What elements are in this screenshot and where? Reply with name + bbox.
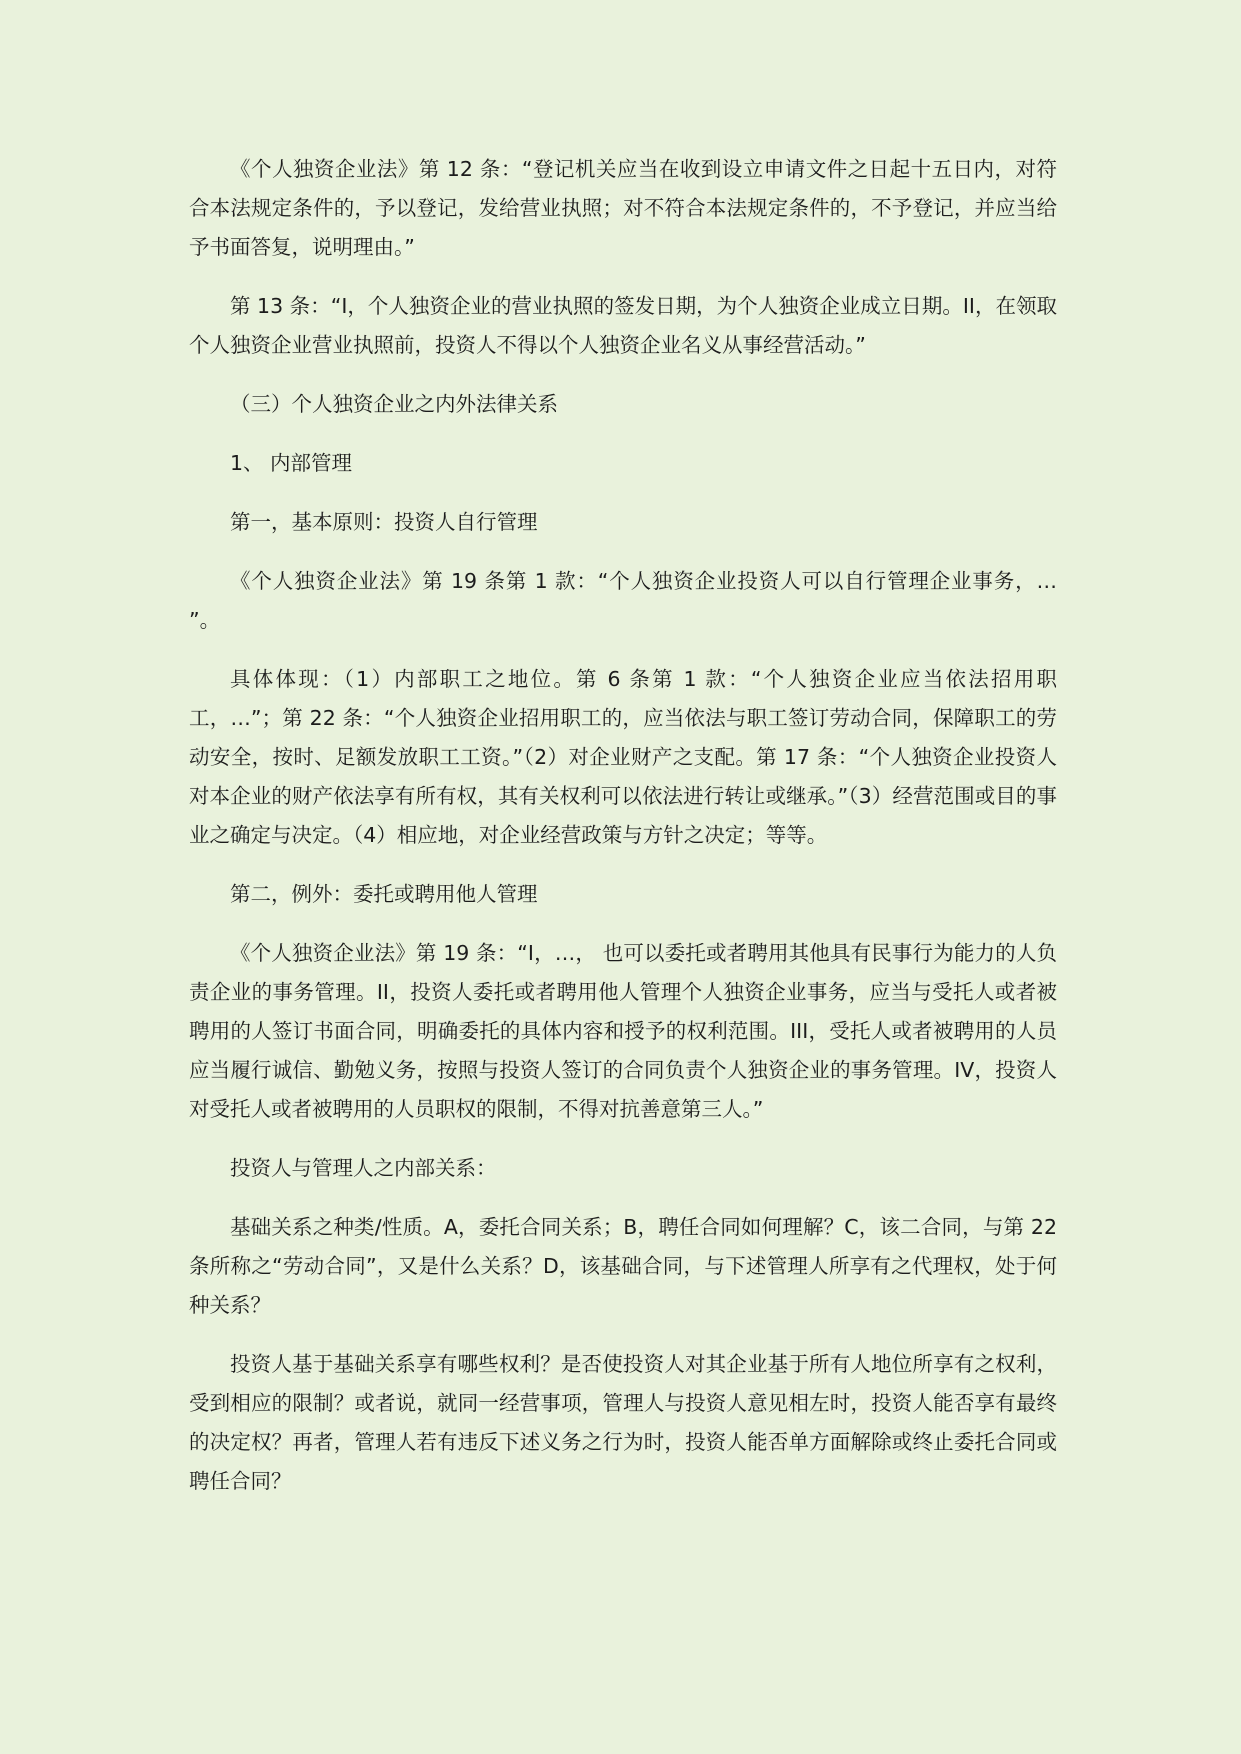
paragraph-article-19-clause-1: 《个人独资企业法》第 19 条第 1 款：“个人独资企业投资人可以自行管理企业事务，… ”。 [189, 569, 1057, 632]
document-body [189, 150, 1057, 1521]
subheading-exception: 第二，例外：委托或聘用他人管理 [230, 882, 538, 906]
paragraph-article-19-full: 《个人独资企业法》第 19 条：“I，…， 也可以委托或者聘用其他具有民事行为能力的人负责企业的事务管理。II，投资人委托或者聘用他人管理个人独资企业事务，应当与受托人或者被聘用的人签订书面合同，明确委托的具体内容和授予的权利范围。III，受托人或者被聘用的人员应当履行诚信、勤勉义务，按照与投资人签订的合同负责个人独资企业的事务管理。IV，投资人对受托人或者被聘用的人员职权的限制，不得对抗善意第三人。” [189, 941, 1057, 1121]
paragraph-basic-relationship: 基础关系之种类/性质。A，委托合同关系；B，聘任合同如何理解？C，该二合同，与第 22 条所称之“劳动合同”，又是什么关系？D，该基础合同，与下述管理人所享有之代理权，处于何种关系？ [189, 1215, 1057, 1317]
paragraph-article-12: 《个人独资企业法》第 12 条：“登记机关应当在收到设立申请文件之日起十五日内，对符合本法规定条件的，予以登记，发给营业执照；对不符合本法规定条件的，不予登记，并应当给予书面答复，说明理由。” [189, 157, 1057, 259]
paragraph-article-13: 第 13 条：“I，个人独资企业的营业执照的签发日期，为个人独资企业成立日期。II，在领取个人独资企业营业执照前，投资人不得以个人独资企业名义从事经营活动。” [189, 294, 1057, 357]
paragraph-specific-manifestations: 具体体现：（1）内部职工之地位。第 6 条第 1 款：“个人独资企业应当依法招用职工，…”；第 22 条：“个人独资企业招用职工的，应当依法与职工签订劳动合同，保障职工的劳动安全，按时、足额发放职工工资。”（2）对企业财产之支配。第 17 条：“个人独资企业投资人对本企业的财产依法享有所有权，其有关权利可以依法进行转让或继承。”（3）经营范围或目的事业之确定与决定。（4）相应地，对企业经营政策与方针之决定；等等。 [189, 667, 1057, 847]
paragraph-investor-rights: 投资人基于基础关系享有哪些权利？是否使投资人对其企业基于所有人地位所享有之权利，受到相应的限制？或者说，就同一经营事项，管理人与投资人意见相左时，投资人能否享有最终的决定权？再者，管理人若有违反下述义务之行为时，投资人能否单方面解除或终止委托合同或聘任合同？ [189, 1352, 1057, 1493]
section-heading-legal-relations: （三）个人独资企业之内外法律关系 [230, 392, 558, 416]
subheading-basic-principle: 第一，基本原则：投资人自行管理 [230, 510, 538, 534]
subheading-internal-relationship: 投资人与管理人之内部关系： [230, 1156, 497, 1180]
subheading-internal-management: 1、 内部管理 [230, 451, 353, 475]
